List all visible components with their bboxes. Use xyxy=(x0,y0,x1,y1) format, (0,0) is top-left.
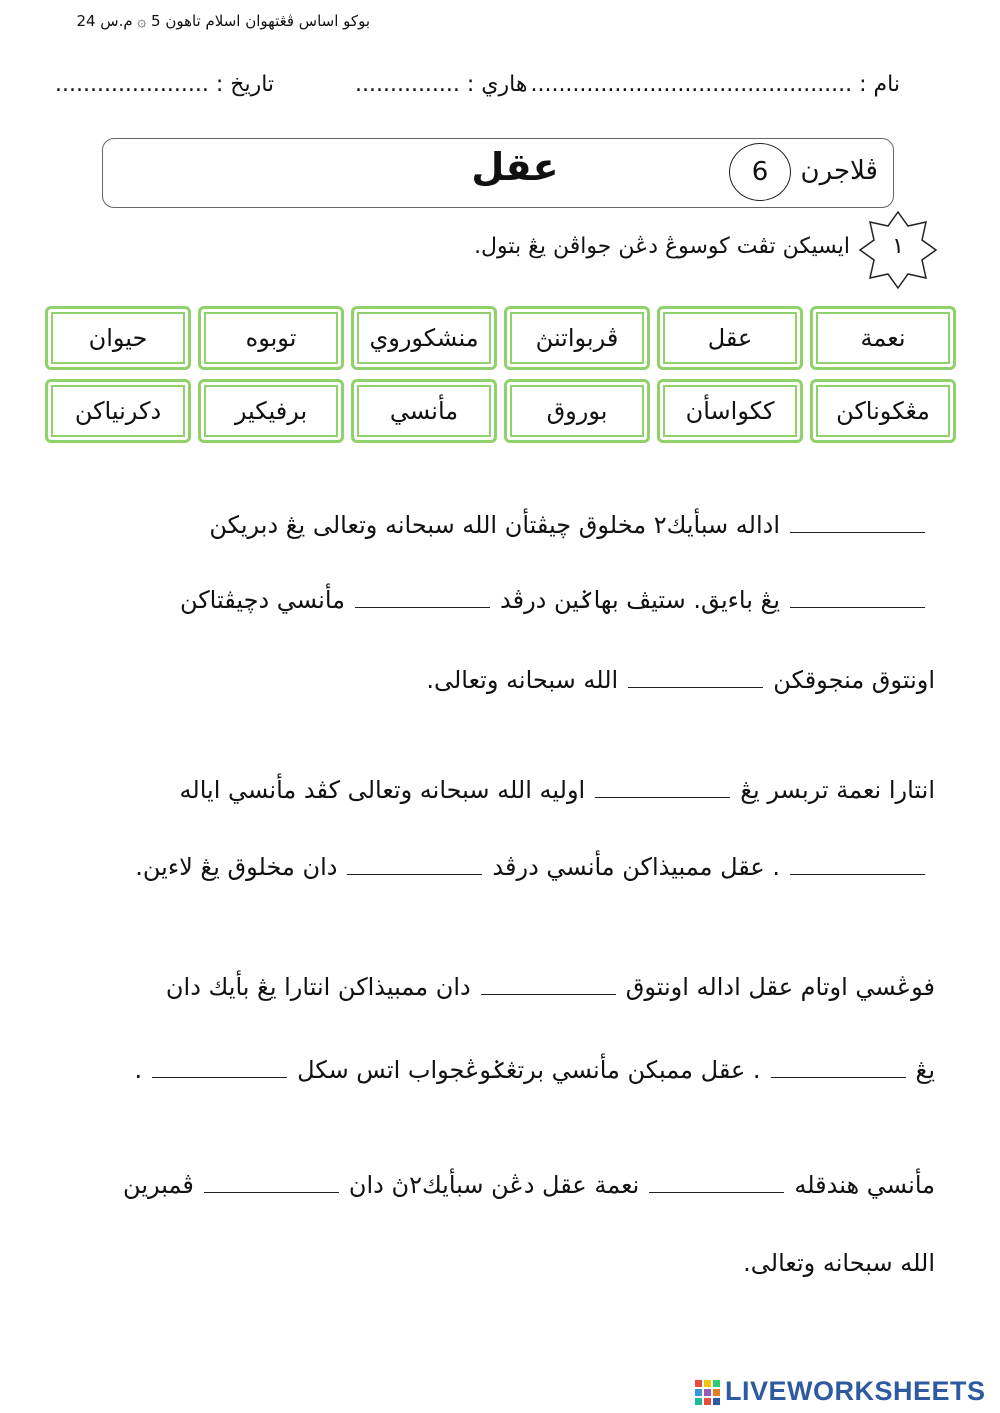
sentence-text: مأنسي هندقله xyxy=(794,1171,935,1199)
sentence-text: اوليه الله سبحانه وتعالى كڤد مأنسي اياله xyxy=(179,776,586,804)
sentence-text: اونتوق منجوقكن xyxy=(773,666,935,694)
answer-blank[interactable] xyxy=(347,852,482,875)
word-box[interactable]: نعمة xyxy=(810,306,956,370)
sentence-line xyxy=(40,1238,935,1288)
answer-blank[interactable] xyxy=(481,972,616,995)
sentence-text: انتارا نعمة تربسر يڠ xyxy=(740,776,935,804)
sentence-line xyxy=(40,765,935,815)
header-text: بوكو اساس ڤڠتهوان اسلام تاهون 5 ۞ م.س 24 xyxy=(76,12,370,30)
sentence-text: يڠ باءيق. ستيڤ بهاݢين درڤد xyxy=(500,586,780,614)
answer-blank[interactable] xyxy=(649,1170,784,1193)
sentence-text: . عقل ممبيذاكن مأنسي درڤد xyxy=(492,853,780,881)
word-box[interactable]: دكرنياكن xyxy=(45,379,191,443)
sentence-text: ڤمبرين xyxy=(123,1171,194,1199)
day-field[interactable]: هاري : ............... xyxy=(355,72,528,97)
sentence-text: يڠ xyxy=(915,1056,935,1084)
lesson-title: عقل xyxy=(471,145,559,189)
answer-blank[interactable] xyxy=(152,1055,287,1078)
answer-blank[interactable] xyxy=(790,510,925,533)
sentence-line xyxy=(40,575,935,625)
sentence-text: . عقل ممبكن مأنسي برتڠݢوڠجواب اتس سكل xyxy=(297,1056,761,1084)
sentence-text: مأنسي دچيڤتاكن xyxy=(179,586,346,614)
name-field[interactable]: نام : .............................................. xyxy=(530,72,900,97)
word-box[interactable]: برفيكير xyxy=(198,379,344,443)
answer-blank[interactable] xyxy=(355,585,490,608)
word-box[interactable]: بوروق xyxy=(504,379,650,443)
word-box[interactable]: مڠكوناكن xyxy=(810,379,956,443)
sentence-text: دان ممبيذاكن انتارا يڠ بأيك دان xyxy=(165,973,471,1001)
lesson-label: ڤلاجرن xyxy=(800,156,878,186)
word-box[interactable]: توبوه xyxy=(198,306,344,370)
sentence-line xyxy=(40,962,935,1012)
sentence-text: اداله سبأيك٢ مخلوق چيڤتأن الله سبحانه وتعالى يڠ دبريكن xyxy=(209,511,780,539)
student-info-row xyxy=(55,72,900,112)
answer-blank[interactable] xyxy=(628,665,763,688)
sentence-text: الله سبحانه وتعالى. xyxy=(426,666,619,694)
answer-blank[interactable] xyxy=(771,1055,906,1078)
instruction-text: ايسيكن تڤت كوسوڠ دڠن جواڤن يڠ بتول. xyxy=(474,234,850,259)
word-box[interactable]: عقل xyxy=(657,306,803,370)
answer-blank[interactable] xyxy=(204,1170,339,1193)
sentence-text: نعمة عقل دڠن سبأيك٢ڽ دان xyxy=(348,1171,640,1199)
sentence-text: فوڠسي اوتام عقل اداله اونتوق xyxy=(625,973,935,1001)
logo-grid-icon xyxy=(695,1380,721,1410)
liveworksheets-logo xyxy=(695,1376,995,1412)
date-field[interactable]: تاريخ : ...................... xyxy=(55,72,275,97)
logo-text: LIVEWORKSHEETS xyxy=(725,1376,986,1406)
question-number: ١ xyxy=(892,234,904,259)
word-box[interactable]: حيوان xyxy=(45,306,191,370)
sentence-text: الله سبحانه وتعالى. xyxy=(743,1249,935,1277)
word-box[interactable]: منشكوروي xyxy=(351,306,497,370)
sentence-line xyxy=(40,655,935,705)
answer-blank[interactable] xyxy=(790,852,925,875)
word-box[interactable]: مأنسي xyxy=(351,379,497,443)
word-box[interactable]: ككواسأن xyxy=(657,379,803,443)
answer-blank[interactable] xyxy=(595,775,730,798)
sentence-text: دان مخلوق يڠ لاءين. xyxy=(135,853,338,881)
lesson-number-circle: 6 xyxy=(729,143,791,201)
sentence-line xyxy=(40,1160,935,1210)
sentence-line xyxy=(40,842,935,892)
answer-blank[interactable] xyxy=(790,585,925,608)
sentence-line xyxy=(40,500,935,550)
sentence-line xyxy=(40,1045,935,1095)
sentence-text: . xyxy=(134,1056,143,1084)
word-box[interactable]: ڤربواتنڽ xyxy=(504,306,650,370)
